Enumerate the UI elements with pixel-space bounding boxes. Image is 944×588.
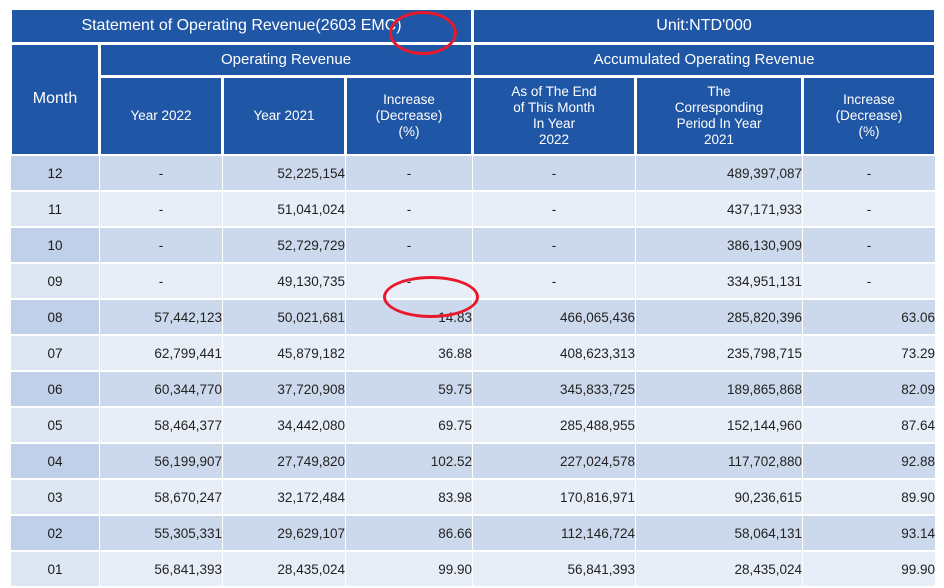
cell-accumulated-increase-decrease: -: [803, 156, 935, 191]
column-header-year-2021: [223, 77, 345, 155]
cell-increase-decrease: -: [346, 156, 472, 191]
cell-accumulated-2022: -: [473, 264, 635, 299]
column-header-accumulated-increase-decrease: [803, 77, 935, 155]
table-title-row: [11, 9, 935, 43]
cell-year-2022: -: [100, 228, 222, 263]
cell-month: 05: [11, 408, 99, 443]
cell-increase-decrease: 99.90: [346, 552, 472, 587]
cell-accumulated-2022: 345,833,725: [473, 372, 635, 407]
cell-accumulated-2021: 117,702,880: [636, 444, 802, 479]
table-row: [11, 336, 935, 371]
cell-increase-decrease: 69.75: [346, 408, 472, 443]
cell-year-2022: 56,841,393: [100, 552, 222, 587]
column-header-increase-line-3: (%): [398, 123, 420, 139]
column-header-accinc-line-3: (%): [858, 123, 880, 139]
table-row: [11, 372, 935, 407]
cell-year-2021: 50,021,681: [223, 300, 345, 335]
table-row: [11, 480, 935, 515]
cell-year-2022: 58,670,247: [100, 480, 222, 515]
column-header-increase-line-2: (Decrease): [375, 108, 443, 124]
cell-accumulated-2021: 489,397,087: [636, 156, 802, 191]
cell-increase-decrease: -: [346, 264, 472, 299]
cell-year-2021: 32,172,484: [223, 480, 345, 515]
cell-accumulated-2021: 189,865,868: [636, 372, 802, 407]
column-header-acc2022-line-1: As of The End: [511, 84, 597, 100]
cell-accumulated-2022: 466,065,436: [473, 300, 635, 335]
report-unit: Unit:NTD'000: [473, 9, 935, 43]
cell-accumulated-2022: 112,146,724: [473, 516, 635, 551]
cell-accumulated-2021: 28,435,024: [636, 552, 802, 587]
cell-year-2021: 52,225,154: [223, 156, 345, 191]
cell-accumulated-increase-decrease: 89.90: [803, 480, 935, 515]
cell-month: 06: [11, 372, 99, 407]
group-header-operating-revenue: Operating Revenue: [100, 44, 472, 76]
cell-increase-decrease: 14.83: [346, 300, 472, 335]
column-header-increase-line-1: Increase: [383, 92, 435, 108]
cell-increase-decrease: 102.52: [346, 444, 472, 479]
cell-accumulated-increase-decrease: -: [803, 228, 935, 263]
table-row: [11, 408, 935, 443]
cell-accumulated-increase-decrease: 87.64: [803, 408, 935, 443]
cell-month: 11: [11, 192, 99, 227]
cell-accumulated-increase-decrease: 92.88: [803, 444, 935, 479]
table-row: [11, 156, 935, 191]
cell-year-2022: -: [100, 192, 222, 227]
cell-month: 04: [11, 444, 99, 479]
cell-month: 01: [11, 552, 99, 587]
table-row: [11, 444, 935, 479]
column-header-acc2021-line-3: Period In Year: [676, 116, 762, 131]
cell-year-2021: 27,749,820: [223, 444, 345, 479]
cell-accumulated-2021: 285,820,396: [636, 300, 802, 335]
cell-year-2021: 28,435,024: [223, 552, 345, 587]
cell-month: 09: [11, 264, 99, 299]
cell-increase-decrease: 59.75: [346, 372, 472, 407]
cell-accumulated-increase-decrease: 82.09: [803, 372, 935, 407]
cell-accumulated-2021: 386,130,909: [636, 228, 802, 263]
cell-year-2021: 29,629,107: [223, 516, 345, 551]
cell-accumulated-increase-decrease: -: [803, 192, 935, 227]
cell-year-2022: 58,464,377: [100, 408, 222, 443]
cell-month: 07: [11, 336, 99, 371]
cell-year-2022: 56,199,907: [100, 444, 222, 479]
cell-accumulated-2021: 90,236,615: [636, 480, 802, 515]
table-row: [11, 300, 935, 335]
cell-year-2021: 45,879,182: [223, 336, 345, 371]
cell-year-2022: -: [100, 156, 222, 191]
column-header-acc2022-line-3: In Year: [533, 116, 576, 131]
column-header-acc2021-line-2: Corresponding: [674, 100, 764, 116]
cell-accumulated-increase-decrease: 63.06: [803, 300, 935, 335]
cell-accumulated-2021: 152,144,960: [636, 408, 802, 443]
column-header-accinc-line-2: (Decrease): [835, 108, 903, 124]
column-header-acc2021-line-1: The: [707, 84, 731, 100]
column-header-accinc-line-1: Increase: [843, 92, 895, 108]
cell-month: 12: [11, 156, 99, 191]
table-row: [11, 552, 935, 587]
cell-increase-decrease: -: [346, 192, 472, 227]
cell-accumulated-increase-decrease: 93.14: [803, 516, 935, 551]
column-header-increase-decrease: [346, 77, 472, 155]
report-title: Statement of Operating Revenue(2603 EMC): [11, 9, 472, 43]
column-header-acc2022-line-4: 2022: [539, 131, 570, 147]
table-body: [11, 156, 935, 587]
cell-year-2021: 52,729,729: [223, 228, 345, 263]
cell-month: 02: [11, 516, 99, 551]
cell-accumulated-2021: 437,171,933: [636, 192, 802, 227]
column-header-month: Month: [11, 44, 99, 155]
cell-year-2022: 55,305,331: [100, 516, 222, 551]
column-header-year-2021-line-1: Year 2021: [253, 108, 315, 124]
group-header-accumulated-operating-revenue: Accumulated Operating Revenue: [473, 44, 935, 76]
cell-accumulated-2022: -: [473, 156, 635, 191]
table-group-header-row: [11, 44, 935, 76]
column-header-corresponding-period-2021: [636, 77, 802, 155]
table-row: [11, 228, 935, 263]
column-header-as-of-end-of-month-2022: [473, 77, 635, 155]
column-header-year-2022: [100, 77, 222, 155]
cell-year-2021: 51,041,024: [223, 192, 345, 227]
cell-year-2021: 34,442,080: [223, 408, 345, 443]
cell-accumulated-2021: 334,951,131: [636, 264, 802, 299]
cell-year-2022: 62,799,441: [100, 336, 222, 371]
cell-accumulated-2022: 227,024,578: [473, 444, 635, 479]
table-row: [11, 192, 935, 227]
cell-accumulated-2022: 285,488,955: [473, 408, 635, 443]
cell-accumulated-2021: 58,064,131: [636, 516, 802, 551]
column-header-acc2021-line-4: 2021: [704, 131, 735, 147]
cell-increase-decrease: 83.98: [346, 480, 472, 515]
cell-month: 08: [11, 300, 99, 335]
cell-accumulated-2021: 235,798,715: [636, 336, 802, 371]
cell-year-2021: 37,720,908: [223, 372, 345, 407]
cell-accumulated-increase-decrease: -: [803, 264, 935, 299]
cell-accumulated-increase-decrease: 73.29: [803, 336, 935, 371]
cell-year-2022: -: [100, 264, 222, 299]
cell-year-2022: 60,344,770: [100, 372, 222, 407]
cell-accumulated-2022: 170,816,971: [473, 480, 635, 515]
table-column-header-row: [11, 77, 935, 155]
operating-revenue-table: [10, 8, 936, 588]
cell-year-2021: 49,130,735: [223, 264, 345, 299]
cell-accumulated-2022: -: [473, 192, 635, 227]
column-header-acc2022-line-2: of This Month: [513, 100, 595, 116]
cell-accumulated-2022: 408,623,313: [473, 336, 635, 371]
column-header-year-2022-line-1: Year 2022: [130, 108, 192, 124]
table-row: [11, 264, 935, 299]
cell-accumulated-increase-decrease: 99.90: [803, 552, 935, 587]
cell-year-2022: 57,442,123: [100, 300, 222, 335]
cell-increase-decrease: -: [346, 228, 472, 263]
cell-accumulated-2022: -: [473, 228, 635, 263]
cell-month: 10: [11, 228, 99, 263]
cell-accumulated-2022: 56,841,393: [473, 552, 635, 587]
cell-increase-decrease: 86.66: [346, 516, 472, 551]
cell-increase-decrease: 36.88: [346, 336, 472, 371]
cell-month: 03: [11, 480, 99, 515]
